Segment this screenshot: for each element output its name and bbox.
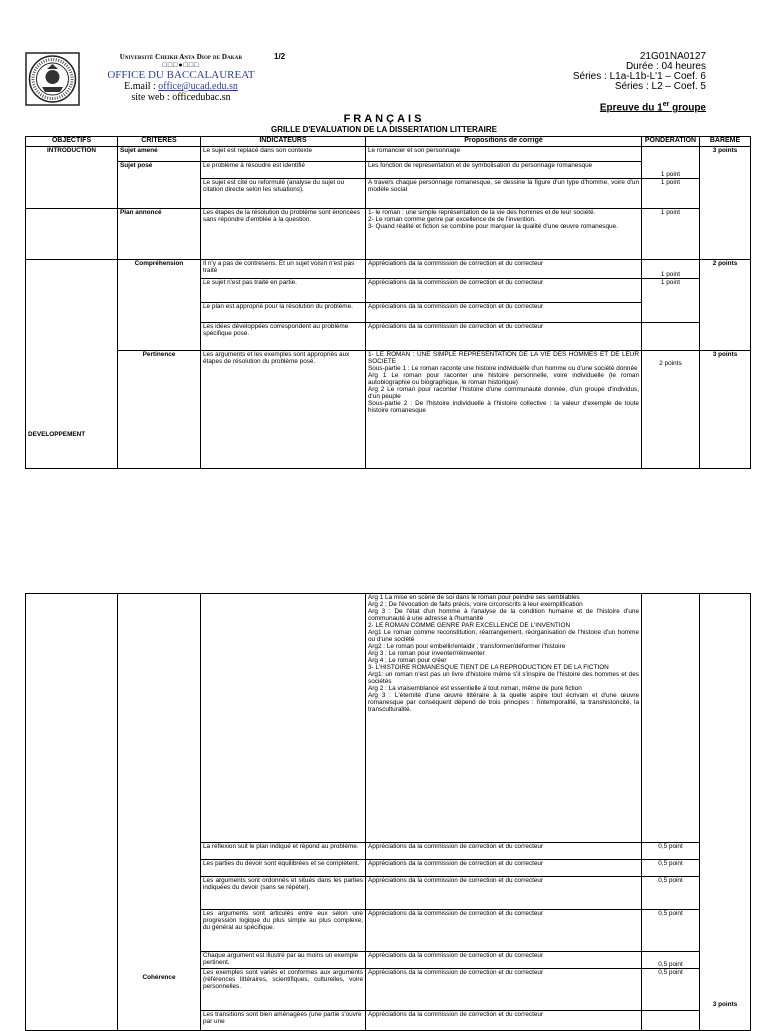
proposition-line: Sous-partie 1 : Le roman raconte une histoire individuelle d'un homme ou d'une société donnée: [368, 365, 638, 372]
proposition-line: 1- LE ROMAN : UNE SIMPLE REPRESENTATION DE LA VIE DES HOMMES ET DE LEUR SOCIETE: [368, 351, 639, 365]
proposition-line: 3- L'HISTOIRE ROMANESQUE TIENT DE LA REPRODUCTION ET DE LA FICTION: [368, 664, 609, 671]
table-row: [26, 260, 751, 279]
page-title: FRANÇAIS: [343, 113, 425, 125]
proposition-line: Arg2 : Le roman pour embellir/enlaidir ; transformer/déformer l'histoire: [368, 643, 566, 650]
col-indicateurs: INDICATEURS: [201, 137, 366, 147]
website: site web : officedubac.sn: [131, 92, 231, 103]
proposition: Le romancier et son personnage: [366, 147, 642, 162]
proposition: Appréciations da la commission de correction et du correcteur: [366, 843, 642, 860]
proposition-line: 2- LE ROMAN COMME GENRE PAR EXCELLENCE DE L'INVENTION: [368, 622, 571, 629]
proposition: Appréciations da la commission de correction et du correcteur: [366, 279, 642, 303]
proposition: Appréciations da la commission de correction et du correcteur: [366, 323, 642, 351]
proposition-line: Arg 2 ; De l'évocation de faits précis, voire circonscrits à leur exemplification: [368, 601, 583, 608]
indicateur: Le sujet est cité ou reformulé (analyse du sujet ou citation directe selon les situations).: [201, 179, 366, 209]
evaluation-table-1: [25, 136, 751, 469]
page-subtitle: GRILLE D'EVALUATION DE LA DISSERTATION LITTERAIRE: [271, 125, 497, 134]
evaluation-table-2: [25, 593, 751, 1031]
indicateur: Les exemples sont variés et conformes aux arguments (références littéraires, scientifiques, culturelles, voire personnelles.: [201, 969, 366, 1011]
plan-item: 1- le roman : une simple représentation de la vie des hommes et de leur société.: [368, 209, 596, 216]
proposition-line: Arg 1 Le roman pour raconter une histoire personnelle, voire individuelle (le roman autobiographie ou biographique, le roman historique): [368, 372, 639, 386]
proposition-line: Arg 2 Le roman pour raconter l'histoire d'une communauté donnée, d'un groupe d'individus, d'un peuple: [368, 386, 639, 400]
page-number: 1/2: [274, 52, 286, 61]
ponderation: 0,5 point: [642, 843, 700, 860]
proposition: Appréciations da la commission de correction et du correcteur: [366, 260, 642, 279]
objectif-introduction: INTRODUCTION: [26, 147, 118, 209]
proposition-line: Arg 2 : La vraisemblance est essentielle à tout roman, même de pure fiction: [368, 685, 582, 692]
proposition-pertinence: [366, 351, 642, 469]
indicateur: Les parties du devoir sont équilibrées et se complètent.: [201, 860, 366, 877]
duration: Durée : 04 heures: [625, 61, 706, 72]
indicateur-blank: [201, 594, 366, 843]
ponderation: 1 point: [642, 260, 700, 279]
proposition-line: Sous-partie 2 : De l'histoire individuelle à l'histoire collective : la valeur d'exemple de toute histoire romanesque: [368, 400, 639, 414]
indicateur: Chaque argument est illustré par au moins un exemple pertinent.: [201, 952, 366, 969]
proposition: Appréciations da la commission de correction et du correcteur: [366, 969, 642, 1011]
bareme-comprehension: 2 points: [700, 260, 751, 351]
proposition-line: Arg1: un roman n'est pas un livre d'histoire même s'il s'inspire de l'histoire des hommes et des sociétés: [368, 671, 639, 685]
indicateur: Il n'y a pas de contresens. Et un sujet voisin n'est pas traité: [201, 260, 366, 279]
indicateur: Les idées développées correspondent au problème spécifique posé.: [201, 323, 366, 351]
indicateur: Le sujet est replacé dans son contexte: [201, 147, 366, 162]
proposition-line: Arg1 Le roman comme reconstitution, réarrangement, réorganisation de l'histoire d'un homme ou d'une société: [368, 629, 639, 643]
proposition-line: Arg 3 : De l'état d'un homme à l'analyse de la condition humaine et de l'histoire d'une communauté à une adresse à l'humanité: [368, 608, 639, 622]
university-seal-logo: [25, 52, 80, 106]
indicateur: Le problème à résoudre est identifié: [201, 162, 366, 179]
header-row: [26, 137, 751, 147]
table-row: [26, 147, 751, 162]
critere-coherence: Cohérence: [118, 594, 201, 1031]
proposition: Appréciations da la commission de correction et du correcteur: [366, 952, 642, 969]
bareme-coherence: 3 points: [700, 594, 751, 1031]
table-row: [26, 351, 751, 469]
indicateur: Les transitions sont bien aménagées (une partie s'ouvre par une: [201, 1011, 366, 1031]
ponderation: 1 point: [642, 179, 700, 209]
proposition-line: Arg 3 : Le roman pour inventer/réinventer: [368, 650, 485, 657]
col-objectifs: OBJECTIFS: [26, 137, 118, 147]
col-criteres: CRITERES: [118, 137, 201, 147]
series-2: Séries : L2 – Coef. 5: [614, 81, 706, 92]
proposition: Les fonction de représentation et de symbolisation du personnage romanesque: [366, 162, 642, 179]
plan-item: 3- Quand réalité et fiction se combine pour marquer la qualité d'une œuvre romanesque.: [368, 223, 618, 230]
critere-sujet-amene: Sujet amené: [118, 147, 201, 162]
proposition-arguments: [366, 594, 642, 843]
indicateur: Les arguments sont ordonnés et situés dans les parties indiquées du devoir (sans se répéter).: [201, 877, 366, 910]
critere-comprehension: Compréhension: [118, 260, 201, 351]
critere-plan-annonce: Plan annoncé: [118, 209, 201, 260]
objectif-blank: [26, 209, 118, 260]
ponderation: 0,5 point: [642, 877, 700, 910]
proposition-plan: [366, 209, 642, 260]
table-row: [26, 209, 751, 260]
proposition: Appréciations da la commission de correction et du correcteur: [366, 877, 642, 910]
proposition: A travers chaque personnage romanesque, se dessine la figure d'un type d'homme, voire d'un modèle social: [366, 179, 642, 209]
email-label: E.mail :: [124, 81, 159, 92]
bareme-introduction: 3 points: [700, 147, 751, 260]
critere-pertinence: Pertinence: [118, 351, 201, 469]
ponderation: 0,5 point: [642, 969, 700, 1011]
email-line: [96, 81, 266, 92]
ponderation: 1 point: [642, 279, 700, 323]
proposition-line: Arg 1 La mise en scène de soi dans le roman pour peindre ses semblables: [368, 594, 580, 601]
proposition: Appréciations da la commission de correction et du correcteur: [366, 910, 642, 952]
university-name: Université Cheikh Anta Diop de Dakar: [119, 53, 243, 61]
indicateur: Le plan est approprié pour la résolution du problème.: [201, 303, 366, 323]
indicateur: Les étapes de la résolution du problème sont énoncées sans répondre d'emblée à la question.: [201, 209, 366, 260]
table-row: [26, 594, 751, 843]
proposition: Appréciations da la commission de correction et du correcteur: [366, 860, 642, 877]
col-propositions: Propositions de corrigé: [366, 137, 642, 147]
header-glyphs: □□□●□□□: [162, 61, 200, 69]
epreuve-label: Epreuve du 1er groupe: [599, 101, 706, 114]
header-institution: [96, 53, 266, 103]
plan-item: 2- Le roman comme genre par excellence de de l'invention.: [368, 216, 536, 223]
ponderation-blank: [642, 594, 700, 843]
col-ponderation: PONDERATION: [642, 137, 700, 147]
ponderation: 2 points: [642, 351, 700, 469]
bareme-developpement: 3 points: [700, 351, 751, 469]
objectif-developpement: DEVELOPPEMENT: [26, 260, 118, 469]
ponderation: 1 point: [642, 147, 700, 179]
series-1: Séries : L1a-L1b-L'1 – Coef. 6: [572, 71, 706, 82]
indicateur: Le sujet n'est pas traité en partie.: [201, 279, 366, 303]
proposition-line: Arg 3 : L'éternité d'une œuvre littéraire à la quelle aspire tout écrivain et d'une œuvre romanesque par conséquent dépend de trois principes : l'intemporalité, la transhistoricité, la transculturalité.: [368, 692, 639, 713]
critere-sujet-pose: Sujet posé: [118, 162, 201, 209]
exam-info: [573, 52, 706, 92]
exam-code: 21G01NA0127: [639, 51, 706, 62]
col-bareme: BAREME: [700, 137, 751, 147]
ponderation-blank: [642, 1011, 700, 1031]
ponderation: 1 point: [642, 209, 700, 260]
indicateur: Les arguments et les exemples sont appropriés aux étapes de résolution du problème posé.: [201, 351, 366, 469]
office-name: OFFICE DU BACCALAUREAT: [107, 69, 255, 81]
email-link[interactable]: office@ucad.edu.sn: [158, 81, 238, 92]
proposition-line: Arg 4 ; Le roman pour créer: [368, 657, 447, 664]
ponderation: 0,5 point: [642, 952, 700, 969]
objectif-blank: [26, 594, 118, 1031]
proposition: Appréciations da la commission de correction et du correcteur: [366, 303, 642, 323]
ponderation: 0,5 point: [642, 860, 700, 877]
indicateur: La réflexion suit le plan indiqué et répond au problème.: [201, 843, 366, 860]
ponderation-blank: [642, 323, 700, 351]
ponderation: 0,5 point: [642, 910, 700, 952]
proposition: Appréciations da la commission de correction et du correcteur: [366, 1011, 642, 1031]
indicateur: Les arguments sont articulés entre eux selon une progression logique du plus simple au plus complexe, du général au spécifique.: [201, 910, 366, 952]
